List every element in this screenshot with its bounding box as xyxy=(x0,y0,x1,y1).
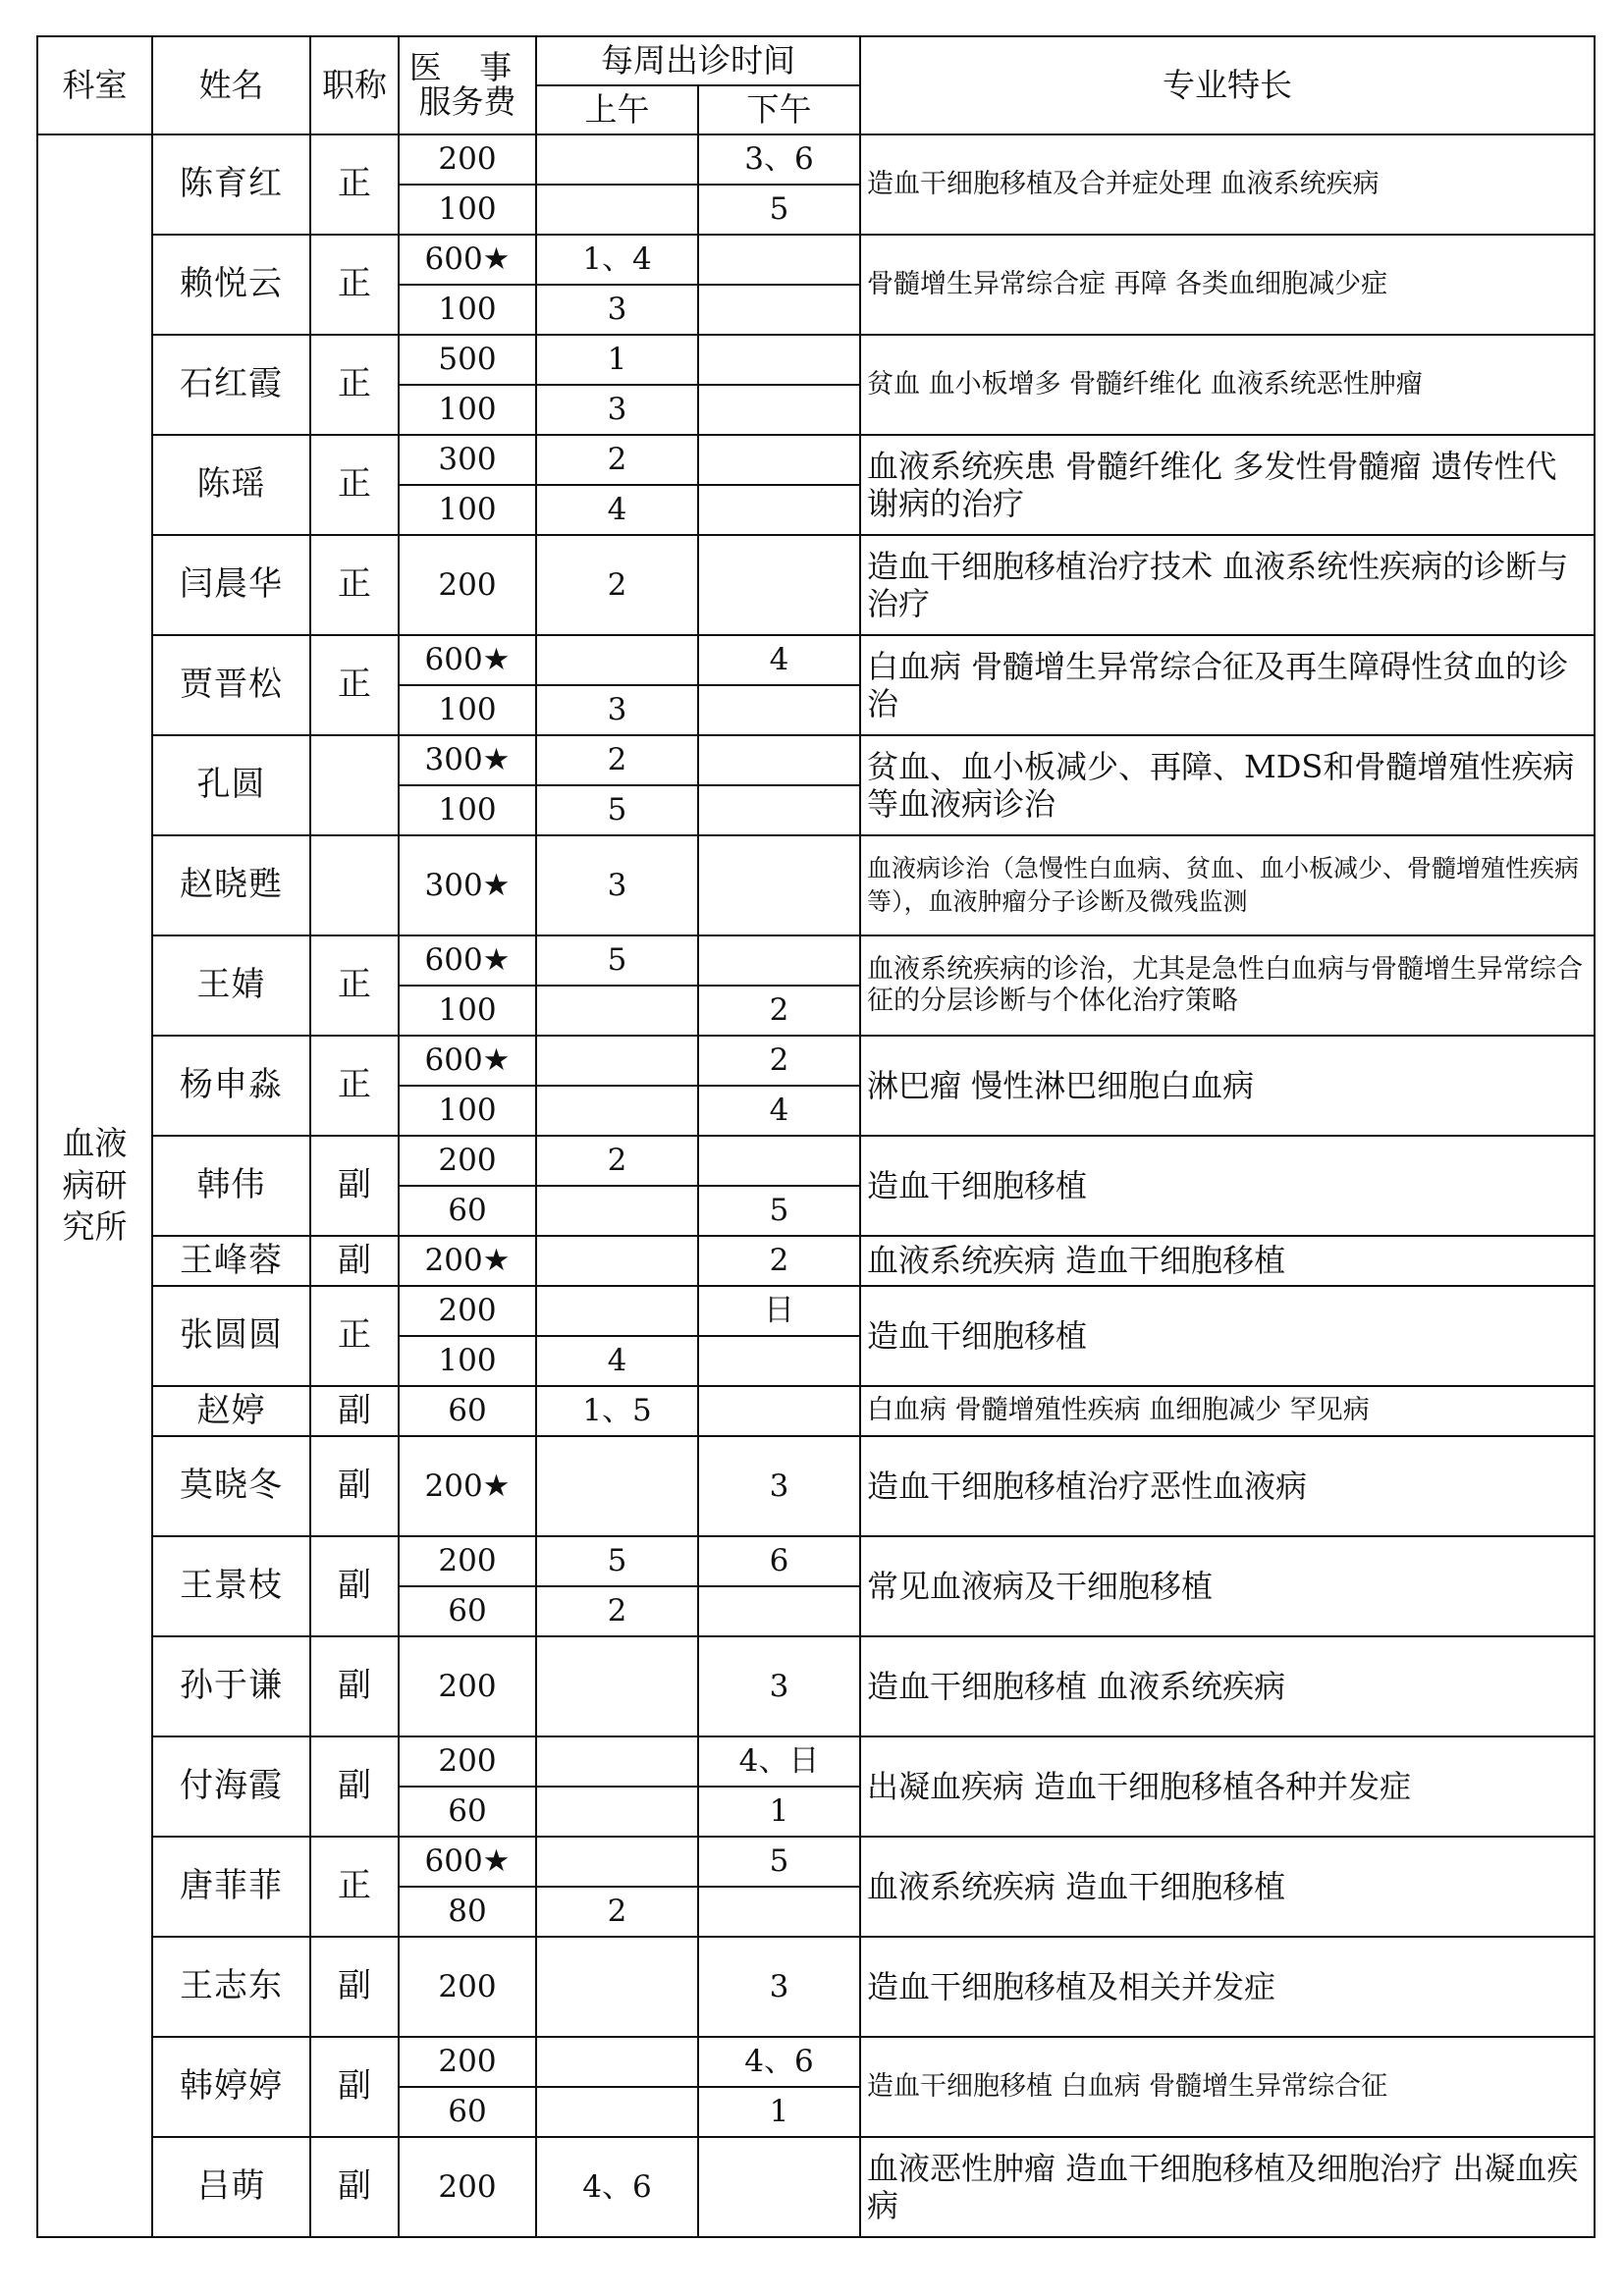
service-fee: 600★ xyxy=(399,1036,536,1086)
table-row xyxy=(37,1536,1595,1586)
doctor-title: 副 xyxy=(310,1536,399,1636)
doctor-title: 正 xyxy=(310,935,399,1036)
doctor-name: 王峰蓉 xyxy=(152,1236,310,1286)
table-row xyxy=(37,1636,1595,1736)
am-slot xyxy=(536,2087,698,2137)
service-fee: 200 xyxy=(399,1636,536,1736)
pm-slot xyxy=(698,1887,860,1937)
doctor-title xyxy=(310,735,399,835)
doctor-title: 正 xyxy=(310,535,399,635)
am-slot xyxy=(536,1787,698,1837)
pm-slot: 2 xyxy=(698,1236,860,1286)
pm-slot xyxy=(698,285,860,335)
service-fee: 60 xyxy=(399,1186,536,1236)
doctor-name: 赵晓甦 xyxy=(152,835,310,935)
am-slot: 2 xyxy=(536,1887,698,1937)
doctor-name: 陈育红 xyxy=(152,134,310,235)
am-slot xyxy=(536,986,698,1036)
service-fee: 100 xyxy=(399,685,536,735)
doctor-name: 陈瑶 xyxy=(152,435,310,535)
service-fee: 60 xyxy=(399,1787,536,1837)
service-fee: 100 xyxy=(399,485,536,535)
pm-slot xyxy=(698,535,860,635)
table-row xyxy=(37,635,1595,685)
table-row xyxy=(37,435,1595,485)
pm-slot xyxy=(698,685,860,735)
table-header xyxy=(37,36,1595,134)
pm-slot xyxy=(698,735,860,785)
service-fee: 600★ xyxy=(399,935,536,986)
pm-slot xyxy=(698,235,860,285)
table-row xyxy=(37,535,1595,635)
service-fee: 300★ xyxy=(399,735,536,785)
pm-slot: 1 xyxy=(698,1787,860,1837)
table-row xyxy=(37,735,1595,785)
doctor-specialty: 造血干细胞移植治疗技术 血液系统性疾病的诊断与治疗 xyxy=(860,535,1595,635)
table-row xyxy=(37,1837,1595,1887)
am-slot xyxy=(536,1436,698,1536)
doctor-specialty: 血液系统疾病的诊治，尤其是急性白血病与骨髓增生异常综合征的分层诊断与个体化治疗策略 xyxy=(860,935,1595,1036)
doctor-title: 正 xyxy=(310,235,399,335)
doctor-specialty: 血液病诊治（急慢性白血病、贫血、血小板减少、骨髓增殖性疾病等），血液肿瘤分子诊断及微残监测 xyxy=(860,835,1595,935)
doctor-name: 付海霞 xyxy=(152,1736,310,1837)
table-row xyxy=(37,134,1595,185)
doctor-title: 正 xyxy=(310,1837,399,1937)
am-slot xyxy=(536,134,698,185)
table-row xyxy=(37,1136,1595,1186)
am-slot: 5 xyxy=(536,1536,698,1586)
am-slot: 2 xyxy=(536,735,698,785)
am-slot xyxy=(536,1837,698,1887)
doctor-specialty: 造血干细胞移植治疗恶性血液病 xyxy=(860,1436,1595,1536)
am-slot xyxy=(536,1937,698,2037)
service-fee: 100 xyxy=(399,285,536,335)
am-slot xyxy=(536,1186,698,1236)
header-title: 职称 xyxy=(310,36,399,134)
pm-slot: 4 xyxy=(698,635,860,685)
doctor-title: 正 xyxy=(310,1036,399,1136)
header-fee-line1: 医 事 xyxy=(408,48,526,87)
doctor-name: 张圆圆 xyxy=(152,1286,310,1386)
pm-slot: 4、6 xyxy=(698,2037,860,2087)
doctor-title: 副 xyxy=(310,1436,399,1536)
doctor-name: 赵婷 xyxy=(152,1386,310,1436)
doctor-specialty: 造血干细胞移植 血液系统疾病 xyxy=(860,1636,1595,1736)
pm-slot: 3、6 xyxy=(698,134,860,185)
department-cell xyxy=(37,134,152,2237)
service-fee: 300★ xyxy=(399,835,536,935)
pm-slot xyxy=(698,1336,860,1386)
doctor-title xyxy=(310,835,399,935)
doctor-name: 唐菲菲 xyxy=(152,1837,310,1937)
table-row xyxy=(37,835,1595,935)
pm-slot: 5 xyxy=(698,185,860,235)
pm-slot: 2 xyxy=(698,1036,860,1086)
am-slot xyxy=(536,1286,698,1336)
table-row xyxy=(37,1236,1595,1286)
header-specialty: 专业特长 xyxy=(860,36,1595,134)
table-row xyxy=(37,935,1595,986)
service-fee: 100 xyxy=(399,986,536,1036)
am-slot: 5 xyxy=(536,785,698,835)
am-slot: 4 xyxy=(536,485,698,535)
am-slot: 1 xyxy=(536,335,698,385)
pm-slot xyxy=(698,835,860,935)
doctor-name: 王志东 xyxy=(152,1937,310,2037)
doctor-name: 闫晨华 xyxy=(152,535,310,635)
header-name: 姓名 xyxy=(152,36,310,134)
pm-slot: 日 xyxy=(698,1286,860,1336)
table-row xyxy=(37,1937,1595,2037)
doctor-specialty: 血液系统疾病 造血干细胞移植 xyxy=(860,1236,1595,1286)
pm-slot: 5 xyxy=(698,1186,860,1236)
am-slot xyxy=(536,1086,698,1136)
doctor-specialty: 白血病 骨髓增生异常综合征及再生障碍性贫血的诊治 xyxy=(860,635,1595,735)
service-fee: 200 xyxy=(399,134,536,185)
am-slot: 1、5 xyxy=(536,1386,698,1436)
table-body xyxy=(37,134,1595,2237)
am-slot xyxy=(536,1636,698,1736)
clinic-schedule-table xyxy=(36,35,1596,2238)
header-pm: 下午 xyxy=(698,85,860,134)
pm-slot: 1 xyxy=(698,2087,860,2137)
doctor-name: 王婧 xyxy=(152,935,310,1036)
service-fee: 60 xyxy=(399,1386,536,1436)
service-fee: 200 xyxy=(399,1536,536,1586)
service-fee: 100 xyxy=(399,385,536,435)
am-slot: 3 xyxy=(536,385,698,435)
pm-slot xyxy=(698,785,860,835)
am-slot: 2 xyxy=(536,535,698,635)
doctor-title: 副 xyxy=(310,1636,399,1736)
doctor-specialty: 骨髓增生异常综合症 再障 各类血细胞减少症 xyxy=(860,235,1595,335)
doctor-title: 副 xyxy=(310,2037,399,2137)
am-slot xyxy=(536,1736,698,1787)
doctor-specialty: 淋巴瘤 慢性淋巴细胞白血病 xyxy=(860,1036,1595,1136)
pm-slot: 2 xyxy=(698,986,860,1036)
doctor-specialty: 贫血 血小板增多 骨髓纤维化 血液系统恶性肿瘤 xyxy=(860,335,1595,435)
department-label: 血液病研究所 xyxy=(62,1123,128,1247)
am-slot: 3 xyxy=(536,685,698,735)
service-fee: 200 xyxy=(399,1136,536,1186)
am-slot: 5 xyxy=(536,935,698,986)
service-fee: 100 xyxy=(399,1336,536,1386)
header-fee-line2: 服务费 xyxy=(418,82,516,121)
pm-slot: 4 xyxy=(698,1086,860,1136)
header-weekly: 每周出诊时间 xyxy=(536,36,860,85)
am-slot xyxy=(536,185,698,235)
pm-slot: 3 xyxy=(698,1937,860,2037)
table-row xyxy=(37,2137,1595,2237)
header-fee xyxy=(399,36,536,134)
doctor-name: 贾晋松 xyxy=(152,635,310,735)
pm-slot: 4、日 xyxy=(698,1736,860,1787)
pm-slot xyxy=(698,1136,860,1186)
table-row xyxy=(37,1286,1595,1336)
doctor-name: 石红霞 xyxy=(152,335,310,435)
doctor-specialty: 出凝血疾病 造血干细胞移植各种并发症 xyxy=(860,1736,1595,1837)
doctor-name: 韩伟 xyxy=(152,1136,310,1236)
doctor-title: 正 xyxy=(310,1286,399,1386)
service-fee: 500 xyxy=(399,335,536,385)
pm-slot xyxy=(698,385,860,435)
service-fee: 60 xyxy=(399,1586,536,1636)
am-slot: 4 xyxy=(536,1336,698,1386)
service-fee: 100 xyxy=(399,785,536,835)
doctor-name: 莫晓冬 xyxy=(152,1436,310,1536)
pm-slot xyxy=(698,435,860,485)
doctor-title: 副 xyxy=(310,1386,399,1436)
pm-slot xyxy=(698,485,860,535)
pm-slot: 5 xyxy=(698,1837,860,1887)
table-row xyxy=(37,1036,1595,1086)
doctor-title: 副 xyxy=(310,1136,399,1236)
doctor-name: 王景枝 xyxy=(152,1536,310,1636)
doctor-title: 副 xyxy=(310,2137,399,2237)
service-fee: 200★ xyxy=(399,1236,536,1286)
doctor-specialty: 血液恶性肿瘤 造血干细胞移植及细胞治疗 出凝血疾病 xyxy=(860,2137,1595,2237)
table-row xyxy=(37,2037,1595,2087)
doctor-title: 副 xyxy=(310,1937,399,2037)
pm-slot xyxy=(698,2137,860,2237)
service-fee: 200 xyxy=(399,535,536,635)
pm-slot: 3 xyxy=(698,1636,860,1736)
am-slot xyxy=(536,1036,698,1086)
doctor-name: 吕萌 xyxy=(152,2137,310,2237)
service-fee: 200 xyxy=(399,1937,536,2037)
doctor-specialty: 血液系统疾患 骨髓纤维化 多发性骨髓瘤 遗传性代谢病的治疗 xyxy=(860,435,1595,535)
header-dept: 科室 xyxy=(37,36,152,134)
service-fee: 100 xyxy=(399,1086,536,1136)
service-fee: 600★ xyxy=(399,235,536,285)
pm-slot xyxy=(698,935,860,986)
doctor-title: 正 xyxy=(310,335,399,435)
am-slot: 2 xyxy=(536,1136,698,1186)
table-row xyxy=(37,235,1595,285)
doctor-title: 副 xyxy=(310,1236,399,1286)
service-fee: 300 xyxy=(399,435,536,485)
table-row xyxy=(37,1386,1595,1436)
doctor-title: 副 xyxy=(310,1736,399,1837)
doctor-name: 韩婷婷 xyxy=(152,2037,310,2137)
doctor-specialty: 造血干细胞移植及合并症处理 血液系统疾病 xyxy=(860,134,1595,235)
schedule-sheet xyxy=(36,35,1594,2238)
service-fee: 100 xyxy=(399,185,536,235)
table-row xyxy=(37,1436,1595,1536)
doctor-specialty: 血液系统疾病 造血干细胞移植 xyxy=(860,1837,1595,1937)
pm-slot xyxy=(698,1586,860,1636)
service-fee: 200 xyxy=(399,2137,536,2237)
service-fee: 200 xyxy=(399,2037,536,2087)
am-slot xyxy=(536,2037,698,2087)
doctor-title: 正 xyxy=(310,635,399,735)
am-slot: 2 xyxy=(536,1586,698,1636)
am-slot: 1、4 xyxy=(536,235,698,285)
doctor-specialty: 造血干细胞移植 xyxy=(860,1286,1595,1386)
header-am: 上午 xyxy=(536,85,698,134)
am-slot xyxy=(536,635,698,685)
am-slot xyxy=(536,1236,698,1286)
table-row xyxy=(37,335,1595,385)
service-fee: 600★ xyxy=(399,1837,536,1887)
doctor-title: 正 xyxy=(310,134,399,235)
doctor-specialty: 白血病 骨髓增殖性疾病 血细胞减少 罕见病 xyxy=(860,1386,1595,1436)
pm-slot xyxy=(698,335,860,385)
am-slot: 2 xyxy=(536,435,698,485)
pm-slot xyxy=(698,1386,860,1436)
doctor-specialty: 常见血液病及干细胞移植 xyxy=(860,1536,1595,1636)
service-fee: 60 xyxy=(399,2087,536,2137)
doctor-name: 赖悦云 xyxy=(152,235,310,335)
pm-slot: 3 xyxy=(698,1436,860,1536)
pm-slot: 6 xyxy=(698,1536,860,1586)
am-slot: 4、6 xyxy=(536,2137,698,2237)
doctor-name: 孔圆 xyxy=(152,735,310,835)
service-fee: 80 xyxy=(399,1887,536,1937)
doctor-specialty: 造血干细胞移植 白血病 骨髓增生异常综合征 xyxy=(860,2037,1595,2137)
am-slot: 3 xyxy=(536,285,698,335)
doctor-specialty: 造血干细胞移植及相关并发症 xyxy=(860,1937,1595,2037)
table-row xyxy=(37,1736,1595,1787)
service-fee: 600★ xyxy=(399,635,536,685)
doctor-specialty: 贫血、血小板减少、再障、MDS和骨髓增殖性疾病等血液病诊治 xyxy=(860,735,1595,835)
am-slot: 3 xyxy=(536,835,698,935)
doctor-specialty: 造血干细胞移植 xyxy=(860,1136,1595,1236)
doctor-title: 正 xyxy=(310,435,399,535)
doctor-name: 杨申淼 xyxy=(152,1036,310,1136)
service-fee: 200 xyxy=(399,1286,536,1336)
service-fee: 200★ xyxy=(399,1436,536,1536)
service-fee: 200 xyxy=(399,1736,536,1787)
doctor-name: 孙于谦 xyxy=(152,1636,310,1736)
